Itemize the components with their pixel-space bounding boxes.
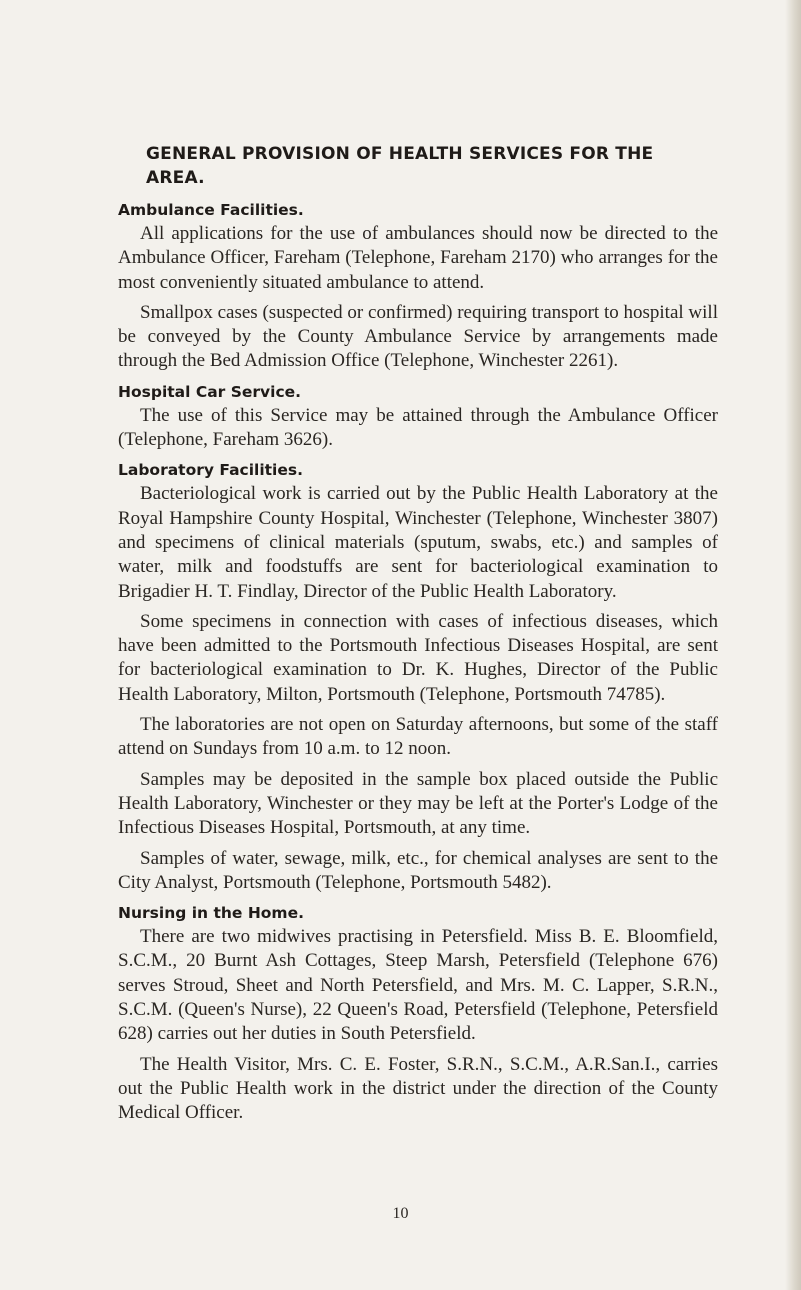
paragraph: The Health Visitor, Mrs. C. E. Foster, S.R.N., S.C.M., A.R.San.I., carries out the Public Health work in the district under the direction of the County Medical Officer. bbox=[118, 1053, 718, 1124]
section-nursing-in-the-home bbox=[118, 901, 718, 1125]
page-edge-shadow bbox=[785, 0, 801, 1290]
paragraph: The laboratories are not open on Saturday afternoons, but some of the staff attend on Sundays from 10 a.m. to 12 noon. bbox=[118, 714, 718, 760]
page-title: GENERAL PROVISION OF HEALTH SERVICES FOR THE AREA. bbox=[146, 144, 654, 188]
paragraph: Smallpox cases (suspected or confirmed) requiring transport to hospital will be conveyed by the County Ambulance Service by arrangements made through the Bed Admission Office (Telephone, Winchester 2261). bbox=[118, 301, 718, 372]
paragraph: The use of this Service may be attained through the Ambulance Officer (Telephone, Fareham 3626). bbox=[118, 404, 718, 451]
paragraph: There are two midwives practising in Petersfield. Miss B. E. Bloomfield, S.C.M., 20 Burnt Ash Cottages, Steep Marsh, Petersfield (Telephone 676) serves Stroud, Sheet and North Petersfield, and Mrs. M. C. Lapper, S.R.N., S.C.M. (Queen's Nurse), 22 Queen's Road, Petersfield (Telephone, Petersfield 628) carries out her duties in South Petersfield. bbox=[118, 926, 718, 1045]
section-heading: Nursing in the Home. bbox=[118, 904, 304, 923]
section-heading: Laboratory Facilities. bbox=[118, 461, 304, 480]
section-ambulance-facilities bbox=[118, 198, 718, 374]
page-number: 10 bbox=[392, 1205, 409, 1222]
paragraph: Samples may be deposited in the sample box placed outside the Public Health Laboratory, Winchester or they may be left at the Porter's Lodge of the Infectious Diseases Hospital, Portsmouth, at any time. bbox=[118, 768, 718, 839]
paragraph: Bacteriological work is carried out by the Public Health Laboratory at the Royal Hampshire County Hospital, Winchester (Telephone, Winchester 3807) and specimens of clinical materials (sputum, swabs, etc.) and samples of water, milk and foodstuffs are sent for bacteriological examination to Brigadier H. T. Findlay, Director of the Public Health Laboratory. bbox=[118, 483, 718, 602]
section-laboratory-facilities bbox=[118, 458, 718, 895]
document-page bbox=[118, 142, 718, 1126]
section-heading: Ambulance Facilities. bbox=[118, 201, 304, 219]
section-hospital-car-service bbox=[118, 380, 718, 453]
paragraph: Samples of water, sewage, milk, etc., for chemical analyses are sent to the City Analyst, Portsmouth (Telephone, Portsmouth 5482). bbox=[118, 847, 718, 893]
paragraph: All applications for the use of ambulances should now be directed to the Ambulance Officer, Fareham (Telephone, Fareham 2170) who arranges for the most conveniently situated ambulance to attend. bbox=[118, 223, 718, 293]
section-heading: Hospital Car Service. bbox=[118, 382, 302, 401]
paragraph: Some specimens in connection with cases of infectious diseases, which have been admitted to the Portsmouth Infectious Diseases Hospital, are sent for bacteriological examination to Dr. K. Hughes, Director of the Public Health Laboratory, Milton, Portsmouth (Telephone, Portsmouth 74785). bbox=[118, 610, 718, 705]
